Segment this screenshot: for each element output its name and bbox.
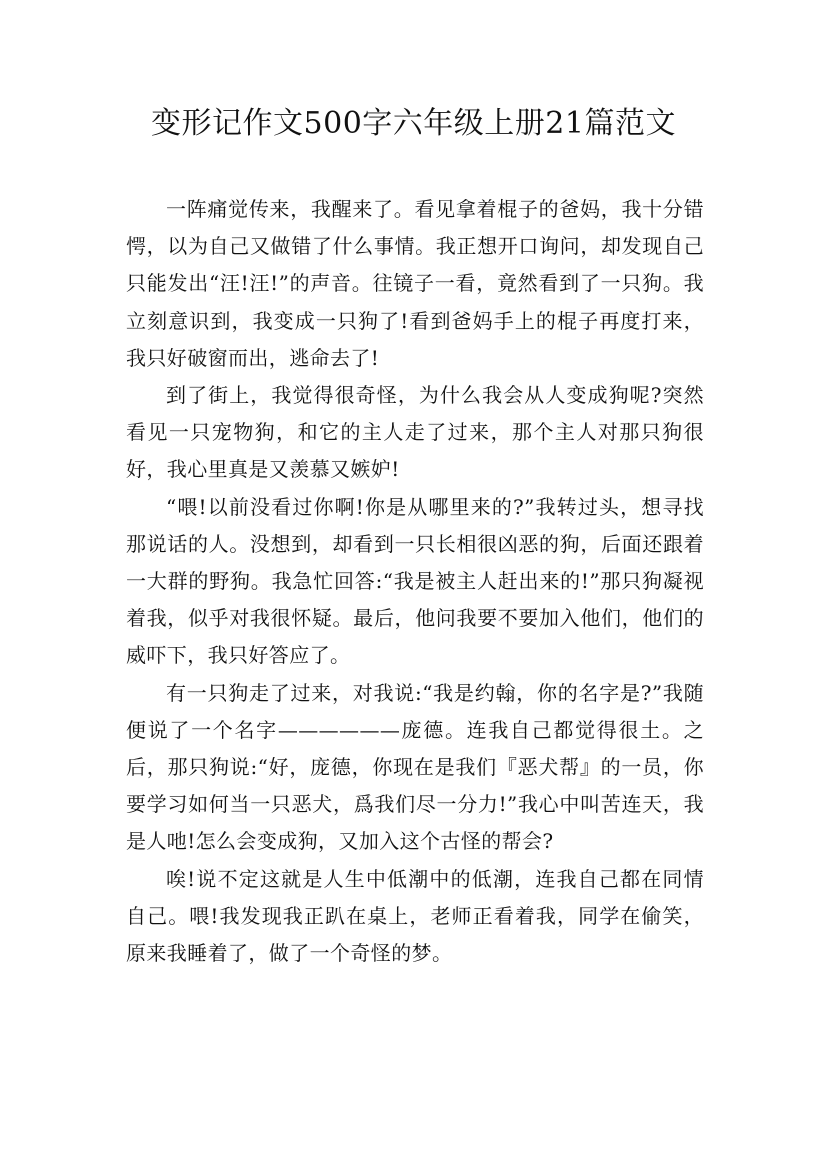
document-title: 变形记作文500字六年级上册21篇范文: [151, 106, 676, 141]
paragraph-2: 到了街上，我觉得很奇怪，为什么我会从人变成狗呢?突然看见一只宠物狗，和它的主人走了过来，那个主人对那只狗很好，我心里真是又羡慕又嫉妒!: [126, 383, 704, 482]
paragraph-3: “喂!以前没看过你啊!你是从哪里来的?”我转过头，想寻找那说话的人。没想到，却看到一只长相很凶恶的狗，后面还跟着一大群的野狗。我急忙回答:“我是被主人赶出来的!”那只狗凝视着我，似乎对我很怀疑。最后，他问我要不要加入他们，他们的威吓下，我只好答应了。: [126, 494, 704, 668]
paragraph-4: 有一只狗走了过来，对我说:“我是约翰，你的名字是?”我随便说了一个名字——————庞德。连我自己都觉得很土。之后，那只狗说:“好，庞德，你现在是我们『恶犬帮』的一员，你要学习如何当一只恶犬，爲我们尽一分力!”我心中叫苦连天，我是人吔!怎么会变成狗，又加入这个古怪的帮会?: [126, 680, 704, 854]
document-body: [126, 191, 704, 972]
paragraph-1: 一阵痛觉传来，我醒来了。看见拿着棍子的爸妈，我十分错愕，以为自己又做错了什么事情。我正想开口询问，却发现自己只能发出“汪!汪!”的声音。往镜子一看，竟然看到了一只狗。我立刻意识到，我变成一只狗了!看到爸妈手上的棍子再度打来，我只好破窗而出，逃命去了!: [126, 197, 704, 370]
paragraph-5: 唉!说不定这就是人生中低潮中的低潮，连我自己都在同情自己。喂!我发现我正趴在桌上，老师正看着我，同学在偷笑，原来我睡着了，做了一个奇怪的梦。: [126, 866, 704, 966]
